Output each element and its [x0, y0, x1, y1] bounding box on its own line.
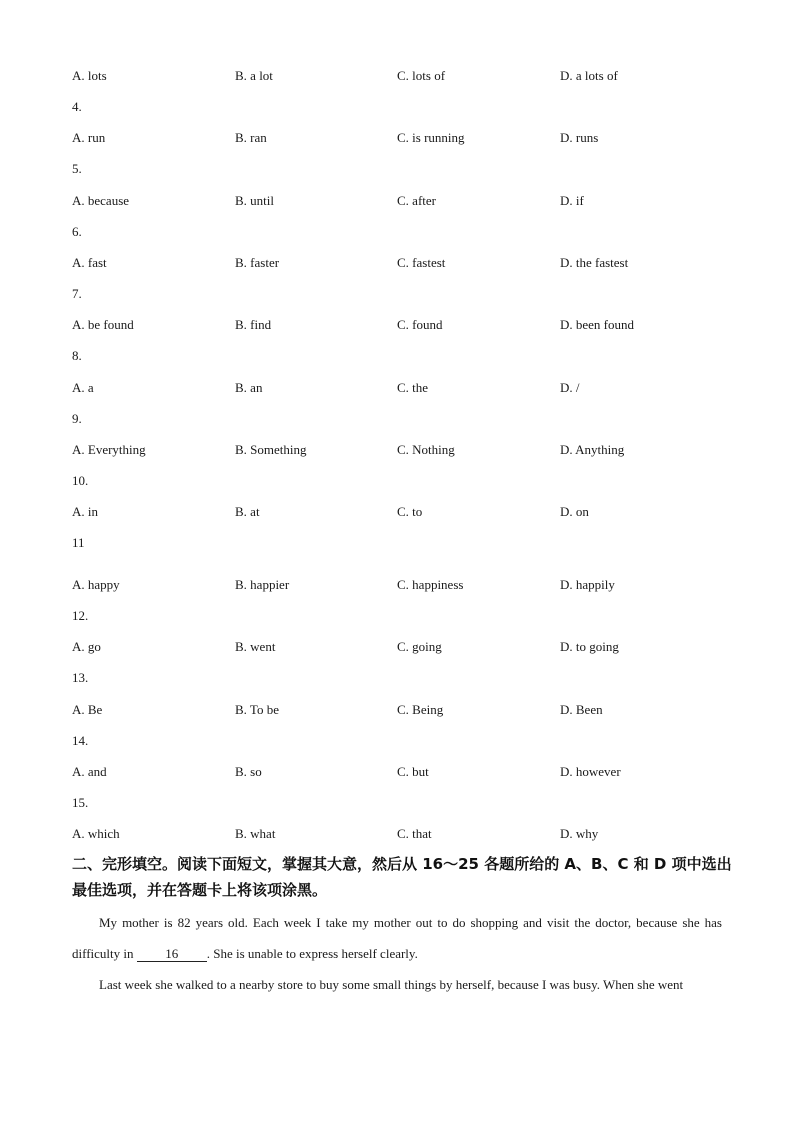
option-b: B. a lot [235, 68, 273, 83]
option-d: D. on [560, 504, 589, 519]
option-row [0, 193, 794, 209]
section-heading: 二、完形填空。阅读下面短文，掌握其大意，然后从 16～25 各题所给的 A、B、C 和 D 项中选出最佳选项，并在答题卡上将该项涂黑。 [72, 855, 732, 899]
first-option-row [0, 68, 794, 84]
option-b: B. what [235, 826, 276, 841]
option-row [0, 504, 794, 520]
option-c: C. going [397, 639, 442, 654]
option-d: D. Been [560, 702, 603, 717]
option-a: A. and [72, 764, 107, 779]
question-number: 4. [72, 99, 82, 114]
question-number: 7. [72, 286, 82, 301]
option-c: C. found [397, 317, 443, 332]
option-row [0, 317, 794, 333]
option-d: D. a lots of [560, 68, 618, 83]
option-d: D. the fastest [560, 255, 629, 270]
option-c: C. to [397, 504, 423, 519]
passage-paragraph-2 [72, 969, 722, 1000]
option-row [0, 380, 794, 396]
option-row [0, 130, 794, 146]
question-number: 13. [72, 670, 89, 685]
option-d: D. / [560, 380, 580, 395]
question-number: 8. [72, 348, 82, 363]
question-number: 10. [72, 473, 89, 488]
option-a: A. lots [72, 68, 107, 83]
option-c: C. the [397, 380, 429, 395]
option-row [0, 442, 794, 458]
option-d: D. if [560, 193, 584, 208]
option-c: C. fastest [397, 255, 446, 270]
option-b: B. To be [235, 702, 279, 717]
option-b: B. faster [235, 255, 280, 270]
option-a: A. happy [72, 577, 120, 592]
option-b: B. so [235, 764, 262, 779]
question-number: 9. [72, 411, 82, 426]
option-c: C. but [397, 764, 429, 779]
option-a: A. Be [72, 702, 103, 717]
option-d: D. to going [560, 639, 619, 654]
option-d: D. why [560, 826, 599, 841]
question-number: 6. [72, 224, 82, 239]
option-c: C. after [397, 193, 436, 208]
option-row [0, 255, 794, 271]
answer-blank-16: 16 [137, 947, 207, 962]
question-number: 14. [72, 733, 89, 748]
option-d: D. been found [560, 317, 635, 332]
option-c: C. Being [397, 702, 444, 717]
option-row [0, 764, 794, 780]
option-c: C. happiness [397, 577, 464, 592]
option-d: D. happily [560, 577, 615, 592]
option-b: B. find [235, 317, 272, 332]
passage-text: Last week she walked to a nearby store to buy some small things by herself, because I was busy. When she went [99, 977, 684, 992]
question-number: 12. [72, 608, 89, 623]
option-b: B. at [235, 504, 260, 519]
option-a: A. go [72, 639, 101, 654]
option-row [0, 577, 794, 593]
question-number: 11 [72, 535, 85, 550]
option-a: A. a [72, 380, 94, 395]
passage-text: . She is unable to express herself clearly. [206, 946, 418, 961]
option-b: B. went [235, 639, 276, 654]
option-row [0, 826, 794, 842]
option-row [0, 639, 794, 655]
option-b: B. happier [235, 577, 290, 592]
option-d: D. however [560, 764, 621, 779]
option-c: C. is running [397, 130, 465, 145]
option-a: A. Everything [72, 442, 146, 457]
option-a: A. because [72, 193, 130, 208]
option-c: C. lots of [397, 68, 446, 83]
option-row [0, 702, 794, 718]
option-c: C. Nothing [397, 442, 455, 457]
option-a: A. fast [72, 255, 107, 270]
option-d: D. Anything [560, 442, 625, 457]
question-number: 5. [72, 161, 82, 176]
option-a: A. run [72, 130, 106, 145]
passage-paragraph-1 [72, 907, 722, 969]
option-b: B. until [235, 193, 275, 208]
option-c: C. that [397, 826, 432, 841]
option-a: A. in [72, 504, 98, 519]
option-b: B. Something [235, 442, 307, 457]
passage-text: My mother is 82 years old. Each week I take my mother out to do shopping and visit the doctor, because she has difficulty in [72, 915, 722, 961]
option-a: A. which [72, 826, 120, 841]
option-b: B. an [235, 380, 263, 395]
option-d: D. runs [560, 130, 599, 145]
question-number: 15. [72, 795, 89, 810]
option-b: B. ran [235, 130, 267, 145]
option-a: A. be found [72, 317, 134, 332]
